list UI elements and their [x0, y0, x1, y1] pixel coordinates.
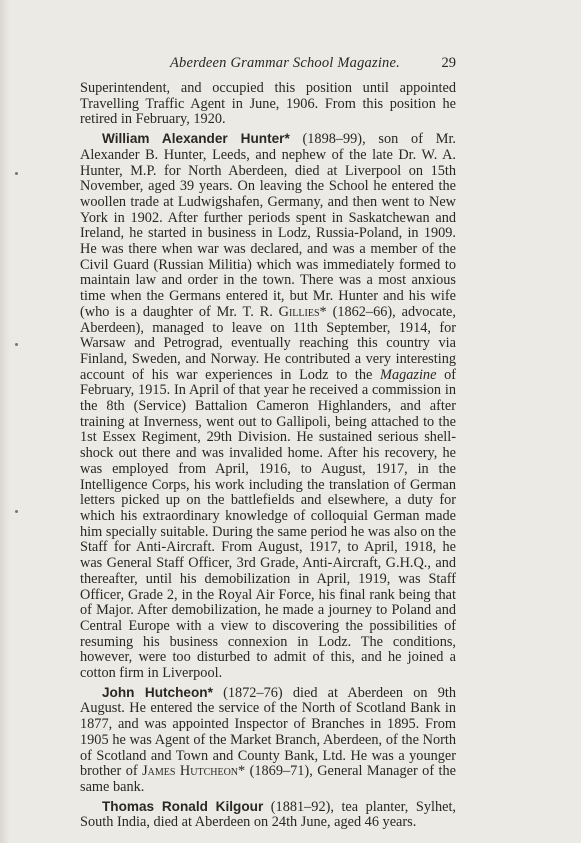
obituary-text: (1862–66), advocate, Aberdeen), managed to leave on 11th September, 1914, for Warsaw and Petrograd, eventually reaching this country via Finland, Sweden, and Norway. He contributed a very interesting account of his war experiences in Lodz to the: [80, 303, 456, 383]
cross-reference-name: James Hutcheon*: [142, 763, 246, 780]
paper-speck: [15, 343, 18, 346]
obituary-kilgour: [80, 799, 456, 831]
paper-speck: [15, 172, 18, 175]
obituary-hunter: [80, 131, 456, 682]
paper-speck: [15, 510, 18, 513]
obituary-text: (1872–76) died at Aberdeen on 9th August. He entered the service of the North of Scotland Bank in 1877, and was appointed Inspector of Branches in 1895. From 1905 he was Agent of the Market Branch, Aberdeen, of the North of Scotland and Town and County Bank, Ltd. He was a younger brother of: [80, 684, 456, 780]
obituary-text: (1881–92), tea planter, Sylhet, South India, died at Aberdeen on 24th June, aged 46 years.: [80, 798, 457, 831]
page-number: 29: [441, 55, 456, 71]
obituary-name: William Alexander Hunter*: [102, 131, 290, 147]
article-body: [80, 81, 456, 831]
obituary-text: (1898–99), son of Mr. Alexander B. Hunter, Leeds, and nephew of the late Dr. W. A. Hunter, M.P. for North Aberdeen, died at Liverpool on 15th November, aged 39 years. On leaving the School he entered the woollen trade at Ludwigshafen, Germany, and then went to New York in 1902. After further periods spent in Saskatchewan and Ireland, he started in business in Lodz, Russia-Poland, in 1909. He was there when war was declared, and was a member of the Civil Guard (Russian Militia) which was immediately formed to maintain law and order in the town. There was a most anxious time when the Germans entered it, but Mr. Hunter and his wife (who is a daughter of Mr. T. R.: [80, 131, 456, 320]
running-header: [80, 54, 456, 72]
obituary-name: John Hutcheon*: [102, 684, 213, 700]
magazine-title: Aberdeen Grammar School Magazine.: [170, 55, 400, 71]
obituary-hutcheon: [80, 685, 456, 796]
paragraph-continuation: Superintendent, and occupied this position until appointed Travelling Traffic Agent in June, 1906. From this position he retired in February, 1920.: [80, 80, 456, 128]
italic-title: Magazine: [380, 366, 437, 383]
obituary-text: (1869–71), General Manager of the same bank.: [80, 763, 457, 795]
obituary-text: of February, 1915. In April of that year he received a commission in the 8th (Service) Battalion Cameron Highlanders, and after training at Inverness, went out to Gallipoli, being attached to the 1st Essex Regiment, 29th Division. He sustained serious shell-shock out there and was invalided home. After his recovery, he was employed from April, 1916, to August, 1917, in the Intelligence Corps, his work including the translation of German letters picked up on the battlefields and elsewhere, a duty for which his extraordinary knowledge of colloquial German made him specially suitable. During the same period he was also on the Staff for Anti-Aircraft. From August, 1917, to April, 1918, he was General Staff Officer, 3rd Grade, Anti-Aircraft, G.H.Q., and thereafter, until his demobilization in April, 1919, was Staff Officer, Grade 2, in the Royal Air Force, his final rank being that of Major. After demobilization, he made a journey to Poland and Central Europe with a view to discovering the possibilities of resuming his business connexion in Lodz. The conditions, however, were too disturbed to admit of this, and he joined a cotton firm in Liverpool.: [80, 366, 456, 682]
obituary-name: Thomas Ronald Kilgour: [102, 798, 264, 814]
cross-reference-name: Gillies*: [278, 303, 327, 320]
page-edge-shadow: [0, 0, 10, 843]
